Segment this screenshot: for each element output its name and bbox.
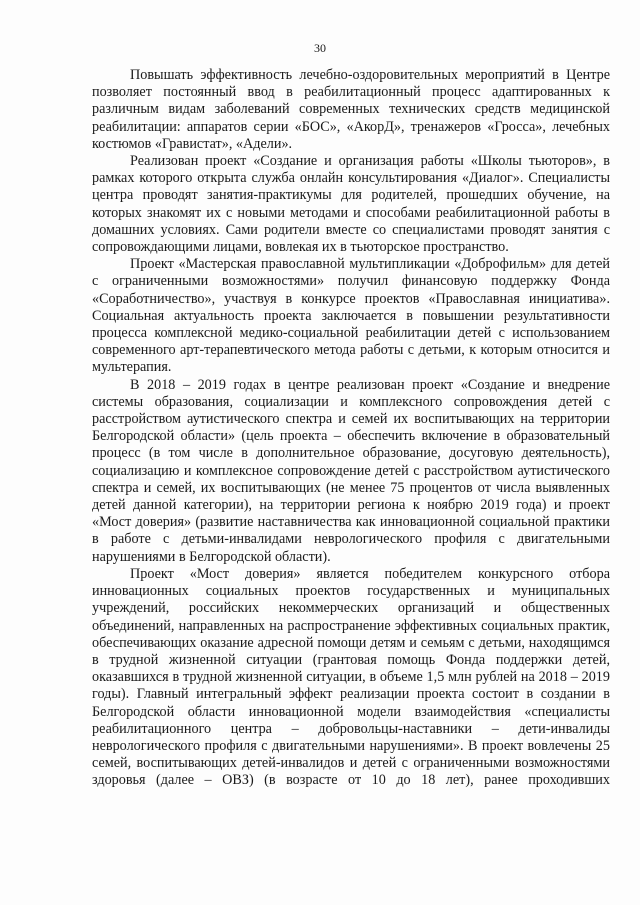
- paragraph-equipment: Повышать эффективность лечебно-оздоровительных мероприятий в Центре позволяет постоянный ввод в реабилитационный процесс адаптированных к различным видам заболеваний современных технических средств медицинской реабилитации: аппаратов серии «БОС», «АкорД», тренажеров «Гросса», лечебных костюмов «Гравистат», «Адели».: [92, 67, 610, 152]
- page-number: 30: [314, 41, 326, 55]
- paragraph-tutor-school: Реализован проект «Создание и организация работы «Школы тьюторов», в рамках которого открыта служба онлайн консультирования «Диалог». Специалисты центра проводят занятия-практикумы для родителей, прошедших обучение, на которых знакомят их с новыми методами и способами реабилитационной работы в домашних условиях. Сами родители вместе со специалистами проводят занятия с сопровождающими лицами, вовлекая их в тьюторское пространство.: [92, 153, 610, 256]
- document-body: [92, 67, 610, 790]
- paragraph-dobrofilm: Проект «Мастерская православной мультипликации «Доброфильм» для детей с ограниченными возможностями» получил финансовую поддержку Фонда «Соработничество», участвуя в конкурсе проектов «Православная инициатива». Социальная актуальность проекта заключается в повышении результативности процесса комплексной медико-социальной реабилитации детей с использованием современного арт-терапевтического метода работы с детьми, к которым относится и мультерапия.: [92, 256, 610, 376]
- paragraph-autism-project: В 2018 – 2019 годах в центре реализован проект «Создание и внедрение системы образования, социализации и комплексного сопровождения детей с расстройством аутистического спектра и семей их воспитывающих на территории Белгородской области» (цель проекта – обеспечить включение в образовательный процесс (в том числе в дополнительное образование, досуговую деятельность), социализацию и комплексное сопровождение детей с расстройством аутистического спектра и семей, их воспитывающих (не менее 75 процентов от числа выявленных детей данной категории), на территории региона к ноябрю 2019 года) и проект «Мост доверия» (развитие наставничества как инновационной социальной практики в работе с детьми-инвалидами неврологического профиля с двигательными нарушениями в Белгородской области).: [92, 376, 610, 565]
- paragraph-bridge-of-trust: Проект «Мост доверия» является победителем конкурсного отбора инновационных социальных проектов государственных и муниципальных учреждений, российских некоммерческих организаций и общественных объединений, направленных на распространение эффективных социальных практик, обеспечивающих оказание адресной помощи детям и семьям с детьми, находящимся в трудной жизненной ситуации (грантовая помощь Фонда поддержки детей, оказавшихся в трудной жизненной ситуации, в объеме 1,5 млн рублей на 2018 – 2019 годы). Главный интегральный эффект реализации проекта состоит в создании в Белгородской области инновационной модели взаимодействия «специалисты реабилитационного центра – добровольцы-наставники – дети-инвалиды неврологического профиля с двигательными нарушениями». В проект вовлечены 25 семей, воспитывающих детей-инвалидов и детей с ограниченными возможностями здоровья (далее – ОВЗ) (в возрасте от 10 до 18 лет), ранее проходивших: [92, 565, 610, 789]
